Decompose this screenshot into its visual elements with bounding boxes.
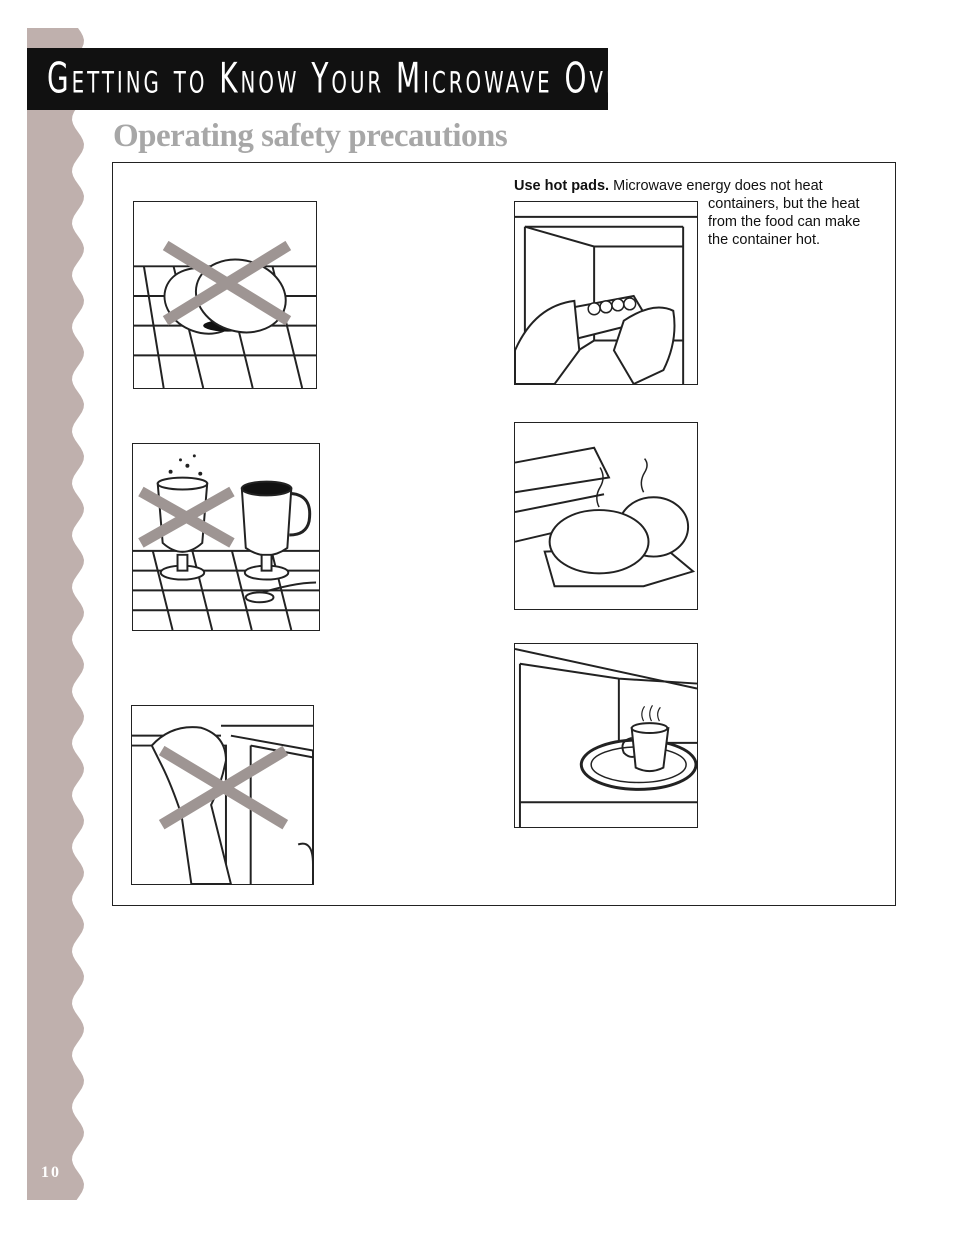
illustration-cup-turntable xyxy=(514,643,698,828)
illustration-potatoes xyxy=(514,422,698,610)
chapter-header xyxy=(27,48,640,110)
page-number: 10 xyxy=(41,1164,61,1181)
illustration-mugs xyxy=(132,443,320,631)
hot-pads-caption xyxy=(514,177,884,249)
hot-pads-line1: Microwave energy does not heat xyxy=(613,178,823,194)
illustration-oven-door xyxy=(131,705,314,885)
side-strip xyxy=(0,0,100,1235)
hot-pads-heading: Use hot pads. xyxy=(514,178,610,194)
chapter-title: Getting to Know Your Microwave Oven xyxy=(47,54,640,104)
hot-pads-body: containers, but the heat from the food can make the container hot. xyxy=(708,196,861,248)
section-title: Operating safety precautions xyxy=(113,118,508,154)
illustration-dishes xyxy=(133,201,317,389)
